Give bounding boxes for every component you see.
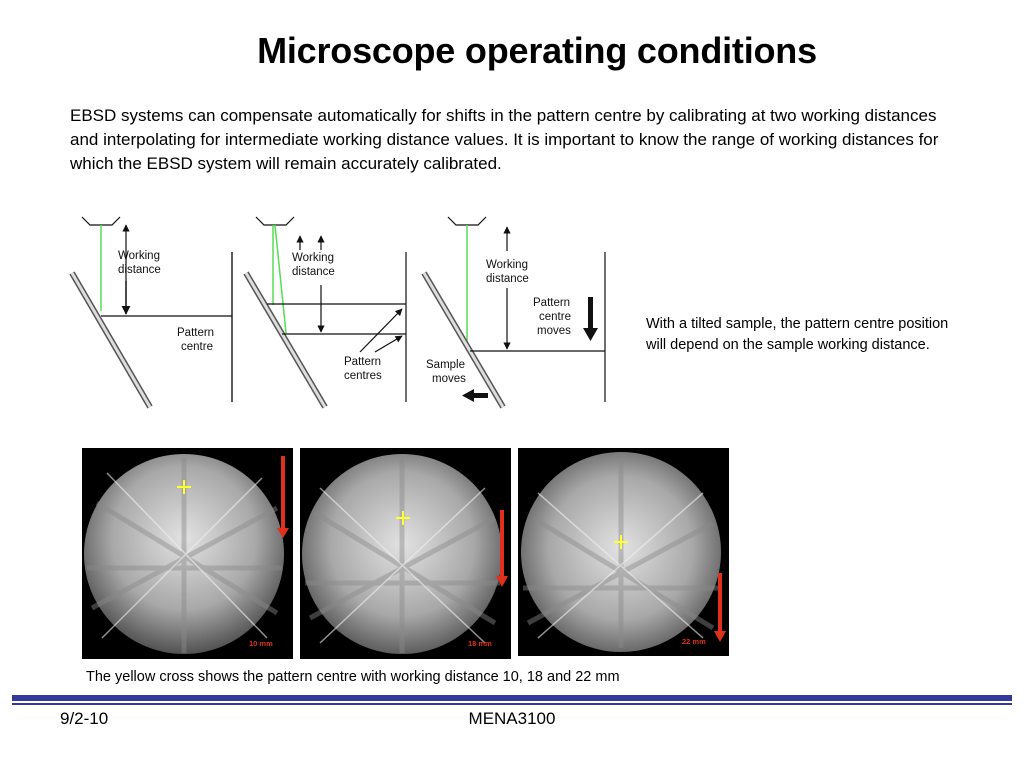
pattern-centres-label: Pattern	[344, 356, 382, 368]
pole-piece-icon	[256, 217, 294, 225]
slide-title: Microscope operating conditions	[257, 30, 817, 71]
footer-course: MENA3100	[468, 709, 556, 728]
side-note: With a tilted sample, the pattern centre position will depend on the sample working distance.	[646, 316, 949, 353]
working-distance-diagrams	[60, 205, 620, 410]
footer-divider	[12, 695, 1012, 701]
working-distance-label: Working	[118, 250, 160, 262]
ebsd-pattern-10mm	[82, 448, 293, 659]
diagram-sample-moves	[424, 217, 605, 407]
sample-moves-label: Sample	[426, 359, 465, 371]
footer-date: 9/2-10	[60, 709, 109, 728]
pattern-centre-label-2: centre	[181, 341, 213, 353]
pattern-centre-moves-label-3: moves	[537, 325, 571, 337]
working-distance-label-2: distance	[118, 264, 161, 276]
distance-label: 22 mm	[682, 637, 706, 646]
sample-moves-label-2: moves	[432, 373, 466, 385]
working-distance-label: Working	[486, 259, 528, 271]
arrow-down-icon	[583, 297, 598, 341]
distance-label: 18 mm	[468, 639, 492, 648]
working-distance-label-2: distance	[292, 266, 335, 278]
ebsd-pattern-22mm	[518, 448, 729, 656]
diagram-two-distances	[232, 217, 406, 407]
pole-piece-icon	[448, 217, 486, 225]
ebsd-pattern-18mm	[300, 448, 511, 659]
figure-caption: The yellow cross shows the pattern centre with working distance 10, 18 and 22 mm	[86, 669, 620, 685]
pattern-centres-label-2: centres	[344, 370, 382, 382]
pattern-centre-label: Pattern	[177, 327, 215, 339]
working-distance-label-2: distance	[486, 273, 529, 285]
distance-label: 10 mm	[249, 639, 273, 648]
diagram-fixed-distance	[72, 217, 232, 407]
pole-piece-icon	[82, 217, 120, 225]
footer-divider-thin	[12, 703, 1012, 705]
pattern-centre-moves-label: Pattern	[533, 297, 571, 309]
pattern-centre-moves-label-2: centre	[539, 311, 571, 323]
working-distance-label: Working	[292, 252, 334, 264]
intro-paragraph: EBSD systems can compensate automatically for shifts in the pattern centre by calibrating at two working distances and interpolating for intermediate working distance values. It is important to know the range of working distances for which the EBSD system will remain accurately calibrated.	[70, 106, 939, 173]
